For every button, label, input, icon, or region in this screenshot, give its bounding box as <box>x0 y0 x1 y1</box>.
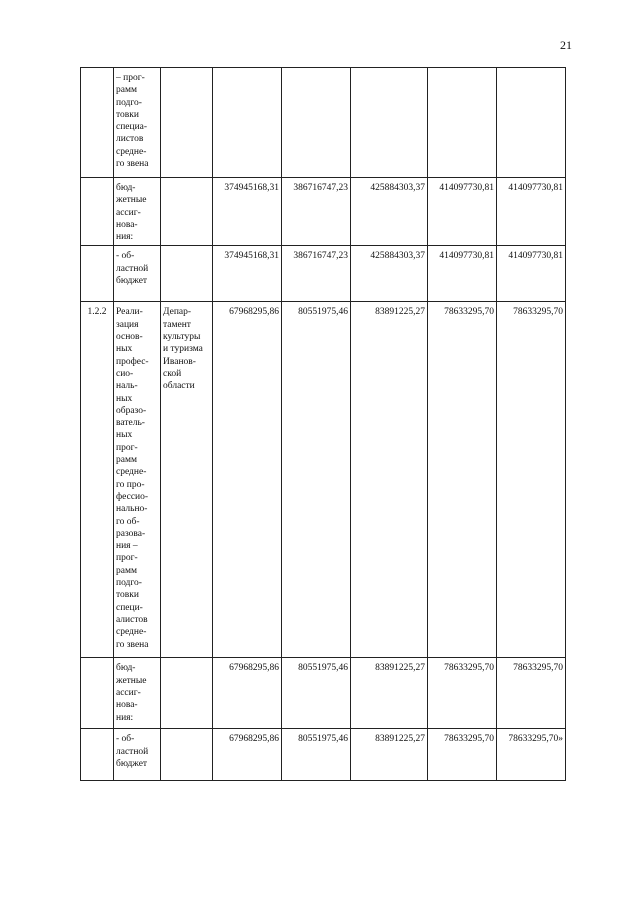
row-executor <box>161 246 213 302</box>
value-cell <box>213 68 282 178</box>
value-cell <box>351 68 428 178</box>
row-name: – прог- рамм подго- товки специа- листов средне- го звена <box>114 68 161 178</box>
value-cell: 374945168,31 <box>213 178 282 246</box>
row-number <box>81 658 114 729</box>
value-cell: 425884303,37 <box>351 246 428 302</box>
value-cell: 67968295,86 <box>213 658 282 729</box>
value-cell: 67968295,86 <box>213 729 282 781</box>
value-cell: 80551975,46 <box>282 302 351 658</box>
value-cell <box>428 68 497 178</box>
value-cell: 386716747,23 <box>282 178 351 246</box>
row-number <box>81 729 114 781</box>
page-number: 21 <box>560 38 572 52</box>
value-cell: 80551975,46 <box>282 658 351 729</box>
table-row <box>81 729 566 781</box>
budget-table <box>80 67 566 781</box>
value-cell: 83891225,27 <box>351 658 428 729</box>
row-number <box>81 68 114 178</box>
value-cell <box>282 68 351 178</box>
row-executor <box>161 68 213 178</box>
row-name: - об- ластной бюджет <box>114 729 161 781</box>
value-cell: 83891225,27 <box>351 729 428 781</box>
value-cell: 78633295,70» <box>497 729 566 781</box>
value-cell: 425884303,37 <box>351 178 428 246</box>
row-number <box>81 178 114 246</box>
row-name: бюд- жетные ассиг- нова- ния: <box>114 178 161 246</box>
row-number <box>81 246 114 302</box>
value-cell: 67968295,86 <box>213 302 282 658</box>
value-cell: 78633295,70 <box>497 302 566 658</box>
value-cell: 78633295,70 <box>428 302 497 658</box>
row-executor <box>161 658 213 729</box>
value-cell: 374945168,31 <box>213 246 282 302</box>
row-number: 1.2.2 <box>81 302 114 658</box>
row-name: бюд- жетные ассиг- нова- ния: <box>114 658 161 729</box>
value-cell: 414097730,81 <box>497 246 566 302</box>
value-cell: 414097730,81 <box>497 178 566 246</box>
table-row <box>81 178 566 246</box>
row-executor <box>161 178 213 246</box>
row-executor <box>161 729 213 781</box>
row-executor: Депар- тамент культуры и туризма Иванов- ской области <box>161 302 213 658</box>
table-row <box>81 302 566 658</box>
table-row <box>81 658 566 729</box>
value-cell: 78633295,70 <box>428 729 497 781</box>
table-row <box>81 68 566 178</box>
row-name: - об- ластной бюджет <box>114 246 161 302</box>
value-cell: 386716747,23 <box>282 246 351 302</box>
value-cell: 80551975,46 <box>282 729 351 781</box>
value-cell: 414097730,81 <box>428 178 497 246</box>
value-cell: 83891225,27 <box>351 302 428 658</box>
value-cell: 414097730,81 <box>428 246 497 302</box>
value-cell: 78633295,70 <box>428 658 497 729</box>
row-name: Реали- зация основ- ных профес- сио- наль- ных образо- ватель- ных прог- рамм средне- го про- фессио- нально- го об- разова- ния – прог- рамм подго- товки специ- алистов средне- го звена <box>114 302 161 658</box>
table-row <box>81 246 566 302</box>
value-cell: 78633295,70 <box>497 658 566 729</box>
value-cell <box>497 68 566 178</box>
